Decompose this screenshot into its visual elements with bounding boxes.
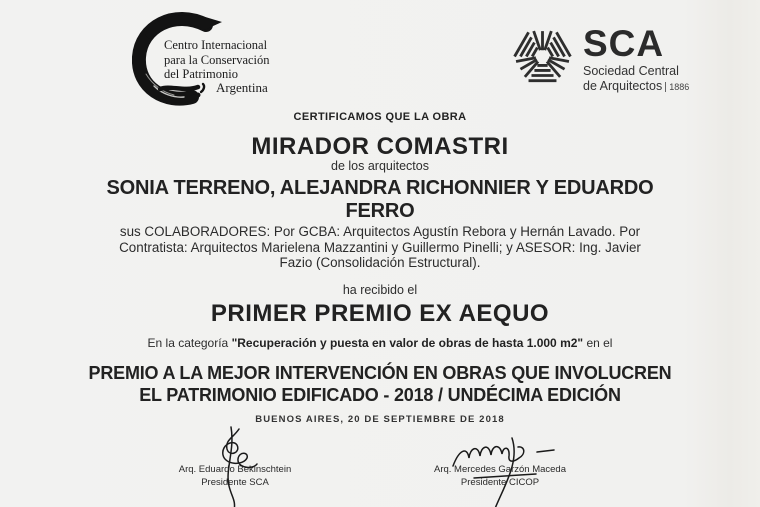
sca-acronym: SCA [583, 23, 665, 64]
handwritten-signature-icon [448, 434, 563, 507]
cicop-name-line2: para la Conservación [164, 52, 270, 67]
signer-title: Presidente SCA [201, 477, 269, 488]
category-line: En la categoría "Recuperación y puesta en valor de obras de hasta 1.000 m2" en el [147, 336, 613, 350]
award-title: PRIMER PREMIO EX AEQUO [210, 300, 550, 327]
sca-subtitle [583, 64, 689, 94]
architects-names: SONIA TERRENO, ALEJANDRA RICHONNIER Y EDUARDO FERRO [106, 177, 654, 222]
cicop-name-line1: Centro Internacional [164, 38, 268, 52]
date-line: BUENOS AIRES, 20 DE SEPTIEMBRE DE 2018 [255, 414, 505, 425]
sca-subtitle-line2: de Arquitectos 1886 [583, 78, 690, 93]
sca-wordmark [583, 25, 689, 94]
work-title: MIRADOR COMASTRI [251, 133, 509, 160]
sca-logo [511, 25, 689, 94]
collaborators-paragraph: sus COLABORADORES: Por GCBA: Arquitectos Agustín Rebora y Hernán Lavado. Por Contratista: Arquitectos Marielena Mazzantini y Guillermo Pinelli; y ASESOR: Ing. Javier Fazio (Consolidación Estructural). [119, 224, 641, 271]
category-name: "Recuperación y puesta en valor de obras de hasta 1.000 m2" [231, 336, 584, 350]
cicop-name [164, 38, 270, 82]
cicop-logo [88, 8, 338, 110]
signer-title: Presidente CICOP [460, 477, 540, 488]
sca-hexagon-icon [511, 25, 574, 88]
signer-name: Arq. Mercedes Garzón Maceda [433, 464, 566, 475]
prize-title-line1: PREMIO A LA MEJOR INTERVENCIÓN EN OBRAS QUE INVOLUCREN [88, 363, 672, 383]
sca-founding-year: 1886 [665, 82, 689, 92]
signer-name: Arq. Eduardo Bekinschtein [178, 464, 292, 475]
cicop-country [158, 80, 268, 96]
sca-subtitle-line1: Sociedad Central [583, 64, 679, 78]
prize-title-line2: EL PATRIMONIO EDIFICADO - 2018 / UNDÉCIMA EDICIÓN [139, 384, 621, 405]
cicop-country-label: Argentina [216, 80, 268, 95]
prize-title [0, 363, 760, 406]
by-architects-label: de los arquitectos [331, 159, 429, 173]
certify-label: CERTIFICAMOS QUE LA OBRA [293, 111, 467, 123]
cicop-brush-underline-icon [158, 82, 210, 94]
cicop-name-line3: del Patrimonio [164, 67, 238, 81]
received-label: ha recibido el [342, 283, 418, 297]
handwritten-signature-icon [195, 426, 275, 507]
